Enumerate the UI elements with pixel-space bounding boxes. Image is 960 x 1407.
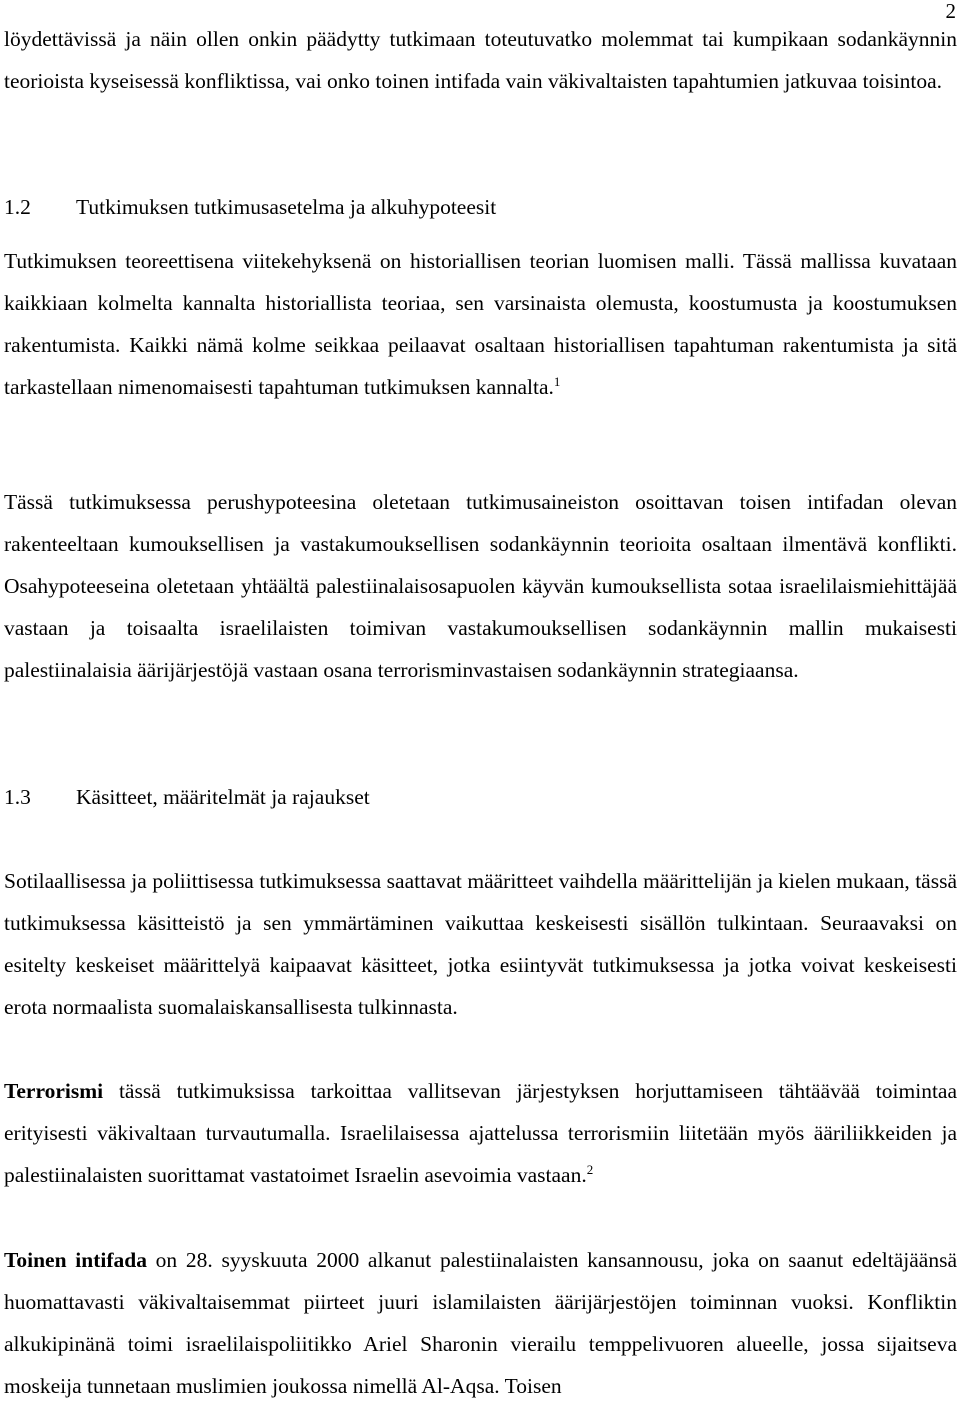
concepts-paragraph [4, 860, 957, 1028]
hypothesis-paragraph [4, 481, 957, 691]
section-heading-1-3 [4, 776, 370, 818]
term-toinen-intifada: Toinen intifada [4, 1248, 147, 1272]
framework-text: Tutkimuksen teoreettisena viitekehyksenä on historiallisen teorian luomisen malli. Tässä mallissa kuvataan kaikkiaan kolmelta kannalta historiallista teoriaa, sen varsinaista olemusta, koostumusta ja koostumuksen rakentumista. Kaikki nämä kolme seikkaa peilaavat osaltaan historiallisen tapahtuman rakentumista ja sitä tarkastellaan nimenomaisesti tapahtuman tutkimuksen kannalta. [4, 249, 957, 399]
terrorismi-text: tässä tutkimuksissa tarkoittaa vallitsevan järjestyksen horjuttamiseen tähtäävää toimintaa erityisesti väkivaltaan turvautumalla. Israelilaisessa ajattelussa terrorismiin liitetään myös ääriliikkeiden ja palestiinalaisten suorittamat vastatoimet Israelin asevoimia vastaan. [4, 1079, 957, 1187]
section-title: Käsitteet, määritelmät ja rajaukset [76, 785, 370, 809]
section-number: 1.2 [4, 195, 31, 219]
section-number: 1.3 [4, 785, 31, 809]
intifada-definition [4, 1239, 957, 1407]
intifada-text: on 28. syyskuuta 2000 alkanut palestiinalaisten kansannousu, joka on saanut edeltäjäänsä huomattavasti väkivaltaisemmat piirteet juuri islamilaisten äärijärjestöjen toiminnan vuoksi. Konfliktin alkukipinänä toimi israelilaispoliitikko Ariel Sharonin vierailu temppelivuoren alueelle, jossa sijaitseva moskeija tunnetaan muslimien joukossa nimellä Al-Aqsa. Toisen [4, 1248, 957, 1398]
intro-text: löydettävissä ja näin ollen onkin päädytty tutkimaan toteutuvatko molemmat tai kumpikaan sodankäynnin teorioista kyseisessä konfliktissa, vai onko toinen intifada vain väkivaltaisten tapahtumien jatkuvaa toisintoa. [4, 27, 957, 93]
intro-paragraph [4, 18, 957, 102]
section-heading-1-2 [4, 186, 496, 228]
page-number: 2 [945, 0, 956, 23]
terrorismi-definition [4, 1070, 957, 1196]
section-title: Tutkimuksen tutkimusasetelma ja alkuhypoteesit [76, 195, 497, 219]
term-terrorismi: Terrorismi [4, 1079, 104, 1103]
footnote-ref: 2 [586, 1161, 594, 1177]
footnote-ref: 1 [553, 373, 561, 389]
framework-paragraph [4, 240, 957, 408]
concepts-text: Sotilaallisessa ja poliittisessa tutkimuksessa saattavat määritteet vaihdella määrittelijän ja kielen mukaan, tässä tutkimuksessa käsitteistö ja sen ymmärtäminen vaikuttaa keskeisesti sisällön tulkintaan. Seuraavaksi on esitelty keskeiset määrittelyä kaipaavat käsitteet, jotka esiintyvät tutkimuksessa ja jotka voivat keskeisesti erota normaalista suomalaiskansallisesta tulkinnasta. [4, 869, 957, 1019]
hypothesis-text: Tässä tutkimuksessa perushypoteesina oletetaan tutkimusaineiston osoittavan toisen intifadan olevan rakenteeltaan kumouksellisen ja vastakumouksellisen sodankäynnin teorioita osaltaan ilmentävä konflikti. Osahypoteeseina oletetaan yhtäältä palestiinalaisosapuolen käyvän kumouksellista sotaa israelilaismiehittäjää vastaan ja toisaalta israelilaisten toimivan vastakumouksellisen sodankäynnin mallin mukaisesti palestiinalaisia äärijärjestöjä vastaan osana terrorisminvastaisen sodankäynnin strategiaansa. [4, 490, 957, 682]
